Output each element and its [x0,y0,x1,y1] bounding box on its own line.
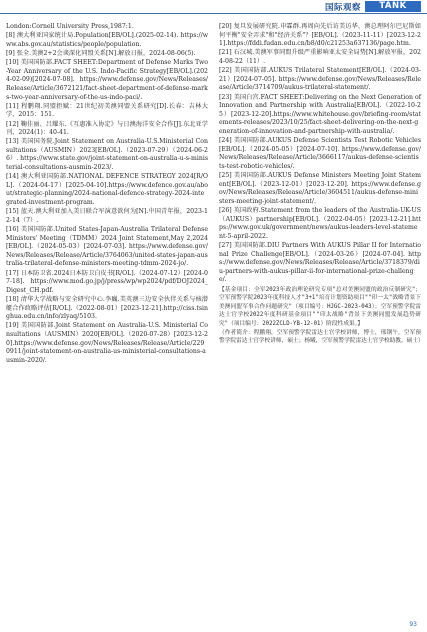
right-column [219,23,424,346]
reference-item: [10] 美国国防部.FACT SHEET:Department of Defense Marks Two-Year Anniversary of the U.S. Indo-Pacific Strategy[EB/OL].(2024-02-09)[2024-07-08]. https://www.defense.gov/News/Releases/Release/Article/3672121/fact-sheet-department-of-defense-marks-two-year-anniversary-of-the-us-indo-paci/. [6,59,208,101]
reference-item: [26] 英国政府.Statement from the leaders of the Australia-UK-US（AUKUS）partnership[EB/OL].（2022-04-05）[2023-12-21].https://www.gov.uk/government/news/aukus-leaders-level-statement-5-april-2022. [219,207,421,240]
reference-item: [11] 程鹏翔.同盟拒赋：21世纪初美澳同盟关系研究[D].长春：吉林大学，2015：151. [6,102,208,119]
tank-badge: TANK [365,1,421,12]
reference-item: [15] 蓝天.澳大利亚加入美日联合军演意欲何为[N].中国青年报，2023-12-14（7）. [6,208,208,224]
reference-item: [17] 日本防卫省.2024日本防卫白皮书[R/OL].（2024-07-12）[2024-07-18]. https://www.mod.go.jp/j/press/wp/wp2024/pdf/DOJ2024_Digest_CH.pdf. [6,269,208,294]
reference-item: [21] 石汉城.美澳军事同盟升级严重影响亚太安全局势[N].解放军报，2024-08-22（11）. [219,49,421,65]
reference-item: [13] 美国国务院.Joint Statement on Australia-U.S.Ministerial Consultations（AUSMIN）2023[EB/OL].（2023-07-29）（2024-06-26）. https://www.state.gov/joint-statement-on-australia-u-s-ministerial-consultations-ausmin-2023/. [6,138,208,172]
page-number: 93 [409,621,417,628]
left-column [6,23,208,366]
reference-item: [25] 美国国防部.AUKUS Defense Ministers Meeting Joint Statement[EB/OL].（2023-12-01）[2023-12-20]. https://www.defense.gov/News/Releases/Release/Article/3604511/aukus-defense-ministers-meeting-joint-statement/. [219,172,421,205]
funding-note: 【基金项目：全军2023年政治理论研究专项"总对美澳同盟的政治反制研究"；空军预警学院2023年度科技人才"3+1"培育计划资助项目""印一太"战略背景下美澳同盟军事合作问题研究"（项目编号：HJGC-2023-043）；空军预警学院雷达士官学校2022年度科研基金项目""印太战略"背景下美澳同盟发展趋势研究"（项目编号：2022ZCLD-YB-12-01）阶段性成果。】 [219,286,421,327]
reference-item: [8] 澳大利亚国家统计局.Population[EB/OL].(2025-02-14). https://www.abs.gov.au/statistics/people/population. [6,32,208,48]
reference-item: [22] 美国国防部.AUKUS Trilateral Statement[EB/OL].（2024-03-21）[2024-07-05]. https://www.defense.gov/News/Releases/Release/Article/3714709/aukus-trilateral-statement/. [219,67,421,92]
reference-item: [12] 鞠佳丽、吕耀东.《互惠准入协定》与日澳海洋安全合作[J].东北亚学刊，2024(1)：40-41. [6,120,208,137]
section-title: 国际观察 [324,3,361,13]
reference-item: [19] 美国国防部.Joint Statement on Australia-U.S. Ministerial Consultations（AUSMIN）2020[EB/OL].（2020-07-28）[2023-12-20].https://www.defense.gov/News/Releases/Release/Article/2290911/joint-statement-on-australia-us-ministerial-consultations-ausmin-2020/. [6,322,208,364]
reference-item: [14] 澳大利亚国防部.NATIONAL DEFENCE STRATEGY 2024[R/OL].（2024-04-17）[2025-04-10].https://www.defence.gov.au/about/strategic-planning/2024-national-defence-strategy-2024-integrated-investment-program. [6,173,208,207]
author-note: （作者简介：程鹏翔，空军预警学院雷达士官学校讲师，博士，邢钢午，空军预警学院雷达士官学校讲师，硕士；杨曦，空军预警学院雷达士官学校助教，硕士） [219,329,424,345]
reference-item: [18] 清华大学战略与安全研究中心.李巍.美英澳三边安全伙伴关系与核潜艇合作政略评估[R/OL].（2022-08-01）[2023-12-21].http://ciss.tsinghua.edu.cn/info/zlyaq/5103. [6,295,208,321]
reference-item: [23] 美国白宫.FACT SHEET:Delivering on the Next Generation of Innovation and Partnership with Australia[EB/OL].（2022-10-25）[2023-12-20].https://www.whitehouse.gov/briefing-room/statements-releases/2023/10/25/fact-sheet-delivering-on-the-next-generation-of-innovation-and-partnership-with-australia/. [219,93,421,135]
reference-item: [16] 美国国防部.United States-Japan-Australia Trilateral Defense Ministers' Meeting（TDMM）2024 Joint Statement,May 2,2024[EB/OL].（2024-05-03）[2024-07-03]. https://www.defense.gov/News/Releases/Release/Article/3764063/united-states-japan-australia-trilateral-defense-ministers-meeting-tdmm-2024-jo/. [6,226,208,268]
page-header [0,0,427,17]
reference-item: [27] 美国国防部.DIU Partners With AUKUS Pillar II for International Prize Challenge[EB/OL].（2024-03-26）[2024-07-04]. https://www.defense.gov/News/Releases/Release/Article/3718379/diu-partners-with-aukus-pillar-ii-for-international-prize-challenge/. [219,242,421,284]
header-rule [0,13,427,14]
reference-item: [24] 美国国防部.AUKUS Defense Scientists Test Robotic Vehicles[EB/OL].（2024-05-05）[2024-07-10]. https://www.defense.gov/News/Releases/Release/Article/3666117/aukus-defense-scientists-test-robotic-vehicles/. [219,137,421,170]
reference-item: [20] 复旦发展研究院.申霖群.再周向先后访美访华，澳总理阿尔巴尼斯如何平衡"安全弄求"和"经济关系"？[EB/OL].（2023-11-11）[2023-12-21].https://fddi.fudan.edu.cn/b8/d0/c21253a637136/page.htm. [219,23,421,48]
reference-item: London:Cornell University Press,1987:1. [6,23,134,30]
reference-item: [9] 张全.美澳2+2会谈深化同盟关系[N].解放日报，2024-08-06(5). [6,49,196,57]
